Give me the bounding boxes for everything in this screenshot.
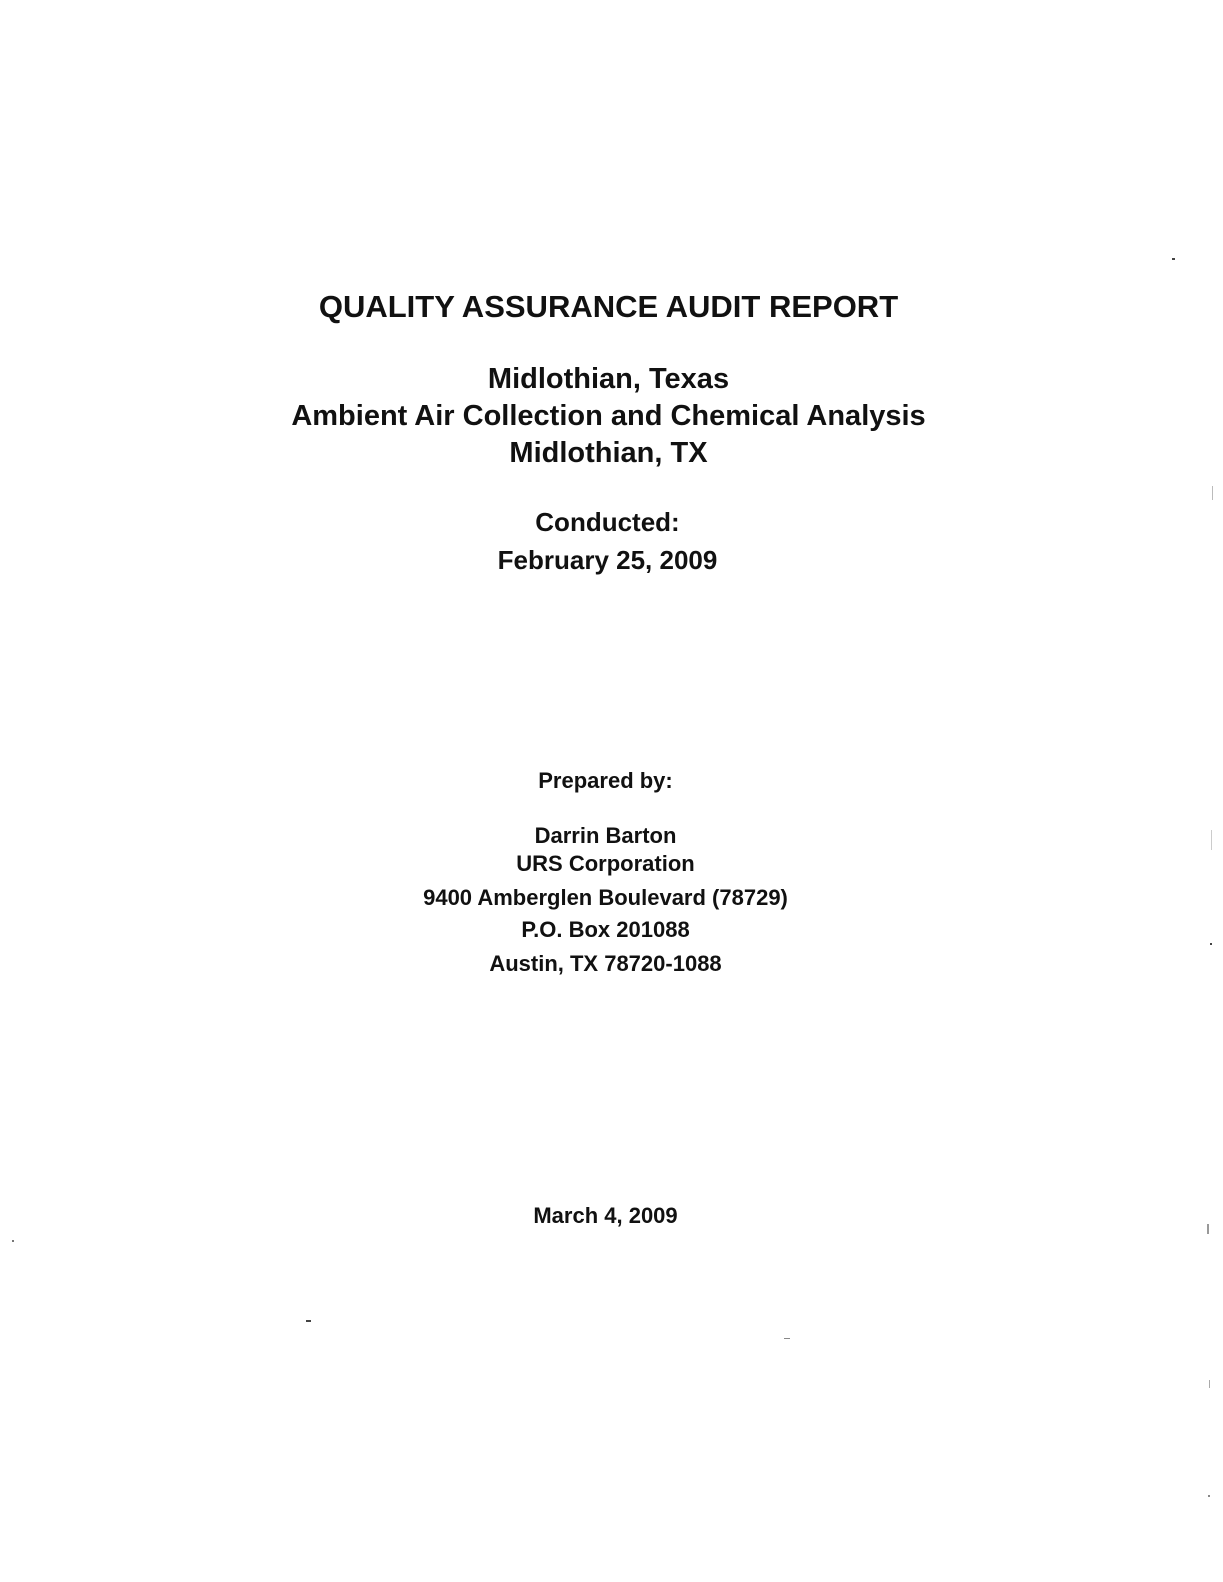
report-title: QUALITY ASSURANCE AUDIT REPORT	[318, 289, 899, 324]
preparer-po-box: P.O. Box 201088	[521, 917, 690, 942]
location-heading: Midlothian, Texas	[487, 363, 730, 395]
scan-speck	[1211, 830, 1212, 850]
conducted-label: Conducted:	[535, 507, 680, 537]
scan-speck	[784, 1338, 790, 1339]
conducted-date: February 25, 2009	[497, 545, 718, 575]
scan-speck	[1209, 1380, 1210, 1388]
site-heading: Midlothian, TX	[509, 437, 708, 469]
preparer-street-address: 9400 Amberglen Boulevard (78729)	[423, 885, 788, 910]
scan-speck	[1212, 486, 1213, 500]
preparer-name: Darrin Barton	[534, 823, 677, 848]
scan-speck	[1208, 1495, 1210, 1497]
project-heading: Ambient Air Collection and Chemical Analysis	[291, 400, 926, 432]
preparer-city-state-zip: Austin, TX 78720-1088	[489, 951, 722, 976]
preparer-company: URS Corporation	[516, 851, 695, 876]
scan-speck	[1210, 943, 1212, 945]
scan-speck	[306, 1320, 311, 1322]
scan-speck	[12, 1240, 14, 1242]
scan-speck	[1207, 1224, 1209, 1234]
scan-speck	[1172, 258, 1175, 260]
prepared-by-label: Prepared by:	[538, 768, 673, 793]
report-date: March 4, 2009	[533, 1203, 678, 1228]
